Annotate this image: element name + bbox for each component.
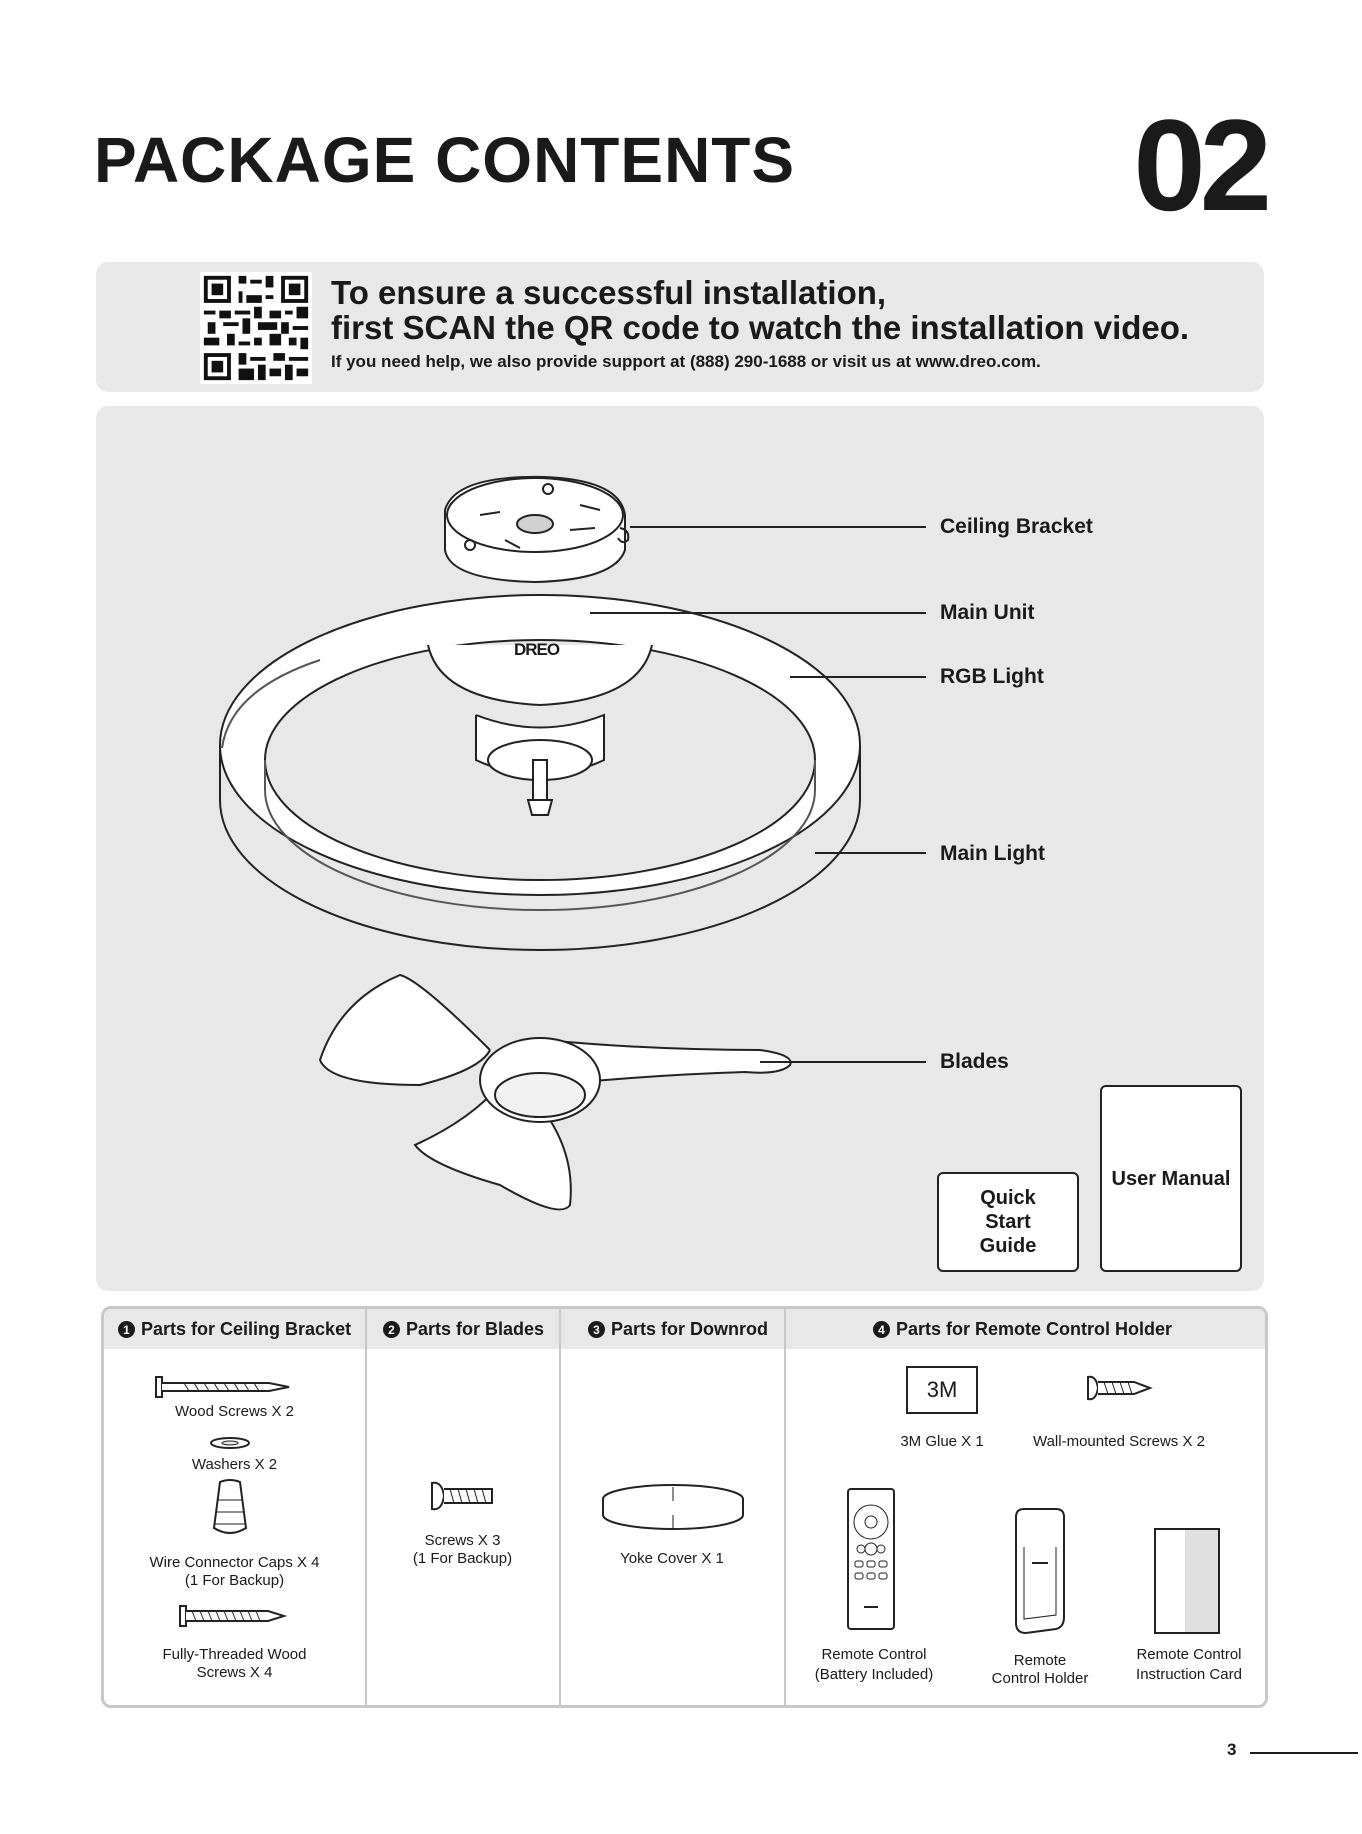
yoke-cover-icon bbox=[599, 1479, 747, 1535]
threaded-screws-caption-2: Screws X 4 bbox=[196, 1664, 273, 1681]
wall-screws-caption: Wall-mounted Screws X 2 bbox=[1032, 1433, 1205, 1450]
parts-table bbox=[101, 1306, 1268, 1708]
blade-screw-icon bbox=[428, 1479, 498, 1513]
ceiling-bracket-illustration bbox=[445, 477, 628, 582]
card-caption-1: Remote Control bbox=[1136, 1646, 1242, 1663]
washer-icon bbox=[208, 1435, 252, 1451]
wire-caps-caption-1: Wire Connector Caps X 4 bbox=[149, 1554, 320, 1571]
threaded-screw-icon bbox=[178, 1604, 288, 1628]
label-blades: Blades bbox=[940, 1050, 1009, 1073]
user-manual: User Manual bbox=[1100, 1085, 1242, 1272]
label-main-unit: Main Unit bbox=[940, 601, 1035, 624]
3m-glue-icon: 3M bbox=[906, 1366, 978, 1414]
qr-code-icon[interactable] bbox=[200, 272, 312, 384]
holder-caption-2: Control Holder bbox=[991, 1670, 1089, 1687]
header-ceiling-bracket: 1 Parts for Ceiling Bracket bbox=[118, 1319, 351, 1340]
remote-caption-2: (Battery Included) bbox=[814, 1666, 934, 1683]
label-main-light: Main Light bbox=[940, 842, 1045, 865]
wall-screw-icon bbox=[1084, 1373, 1154, 1403]
wood-screw-icon bbox=[154, 1375, 294, 1399]
card-caption-2: Instruction Card bbox=[1136, 1666, 1242, 1683]
qr-notice-line2: first SCAN the QR code to watch the installation video. bbox=[331, 309, 1190, 346]
yoke-cover-caption: Yoke Cover X 1 bbox=[620, 1550, 724, 1567]
wood-screws-caption: Wood Screws X 2 bbox=[175, 1403, 294, 1420]
section-number: 02 bbox=[1133, 92, 1266, 238]
label-ceiling-bracket: Ceiling Bracket bbox=[940, 515, 1093, 538]
blade-screws-caption-2: (1 For Backup) bbox=[412, 1550, 513, 1567]
header-blades: 2 Parts for Blades bbox=[383, 1319, 544, 1340]
page-title: PACKAGE CONTENTS bbox=[94, 124, 796, 196]
washers-caption: Washers X 2 bbox=[191, 1456, 278, 1473]
label-rgb-light: RGB Light bbox=[940, 665, 1044, 688]
blades-illustration bbox=[320, 975, 791, 1210]
wire-caps-caption-2: (1 For Backup) bbox=[184, 1572, 285, 1589]
footer-rule bbox=[1250, 1752, 1358, 1754]
qr-notice-line1: To ensure a successful installation, bbox=[331, 274, 887, 311]
header-downrod: 3 Parts for Downrod bbox=[588, 1319, 768, 1340]
holder-caption-1: Remote bbox=[1013, 1652, 1067, 1669]
glue-caption: 3M Glue X 1 bbox=[900, 1433, 984, 1450]
remote-holder-icon bbox=[1010, 1507, 1070, 1637]
wire-cap-icon bbox=[210, 1478, 250, 1544]
threaded-screws-caption-1: Fully-Threaded Wood bbox=[162, 1646, 307, 1663]
support-text: If you need help, we also provide support at (888) 290-1688 or visit us at www.dreo.com. bbox=[331, 352, 1041, 371]
header-remote-holder: 4 Parts for Remote Control Holder bbox=[873, 1319, 1172, 1340]
instruction-card-icon bbox=[1153, 1527, 1223, 1637]
blade-screws-caption-1: Screws X 3 bbox=[424, 1532, 501, 1549]
remote-control-icon bbox=[846, 1487, 898, 1633]
quick-start-guide: Quick Start Guide bbox=[937, 1172, 1079, 1272]
fan-exploded-diagram bbox=[96, 406, 1264, 1291]
brand-logo: DREO bbox=[514, 640, 560, 659]
remote-caption-1: Remote Control bbox=[821, 1646, 927, 1663]
